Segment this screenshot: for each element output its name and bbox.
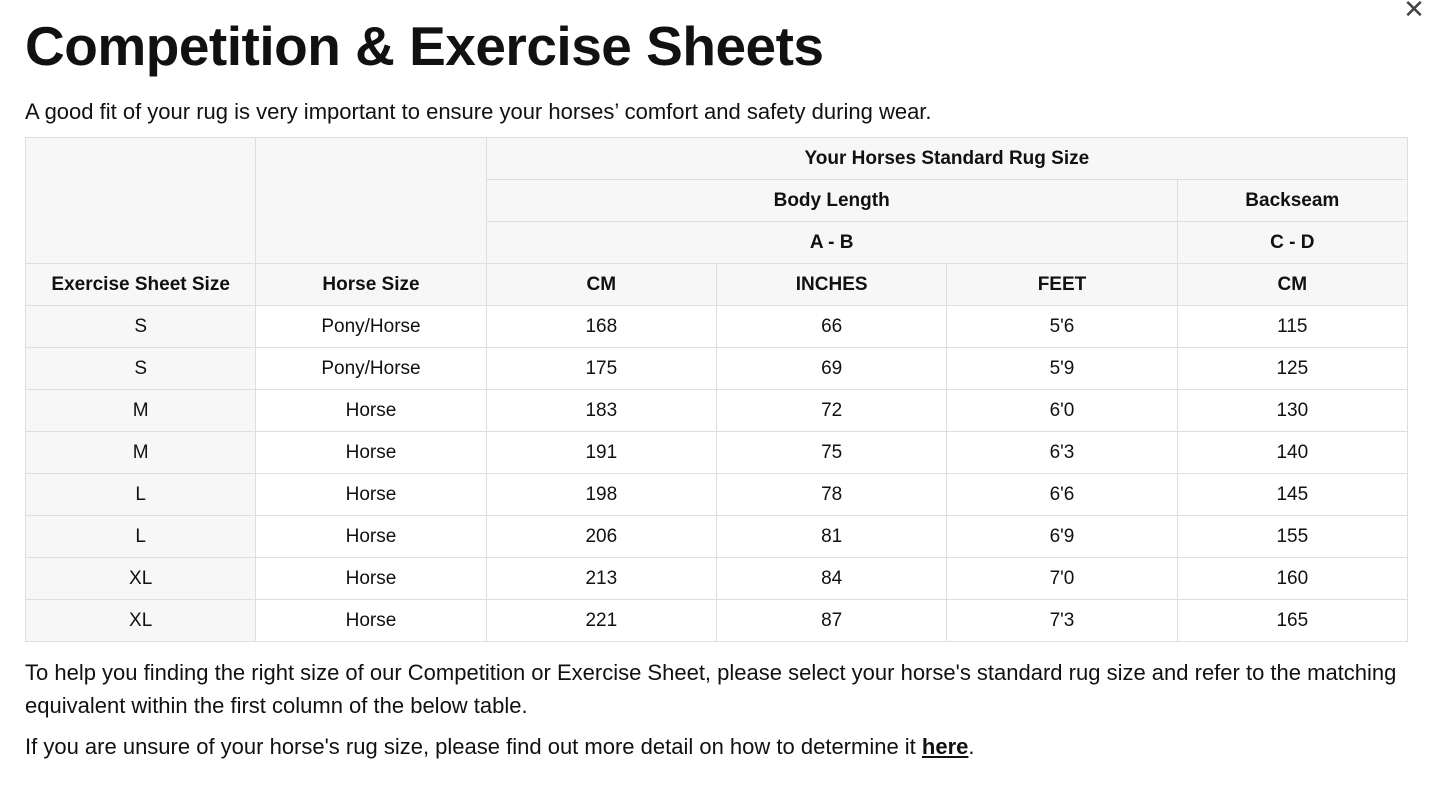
table-cell: 6'3 xyxy=(947,432,1177,474)
table-cell: Horse xyxy=(256,558,486,600)
table-cell: 155 xyxy=(1177,516,1407,558)
header-body-length-points: A - B xyxy=(486,222,1177,264)
table-cell: 221 xyxy=(486,600,716,642)
table-cell: 160 xyxy=(1177,558,1407,600)
column-header: CM xyxy=(486,264,716,306)
help-text: To help you finding the right size of our Competition or Exercise Sheet, please select your horse's standard rug size and refer to the matching equivalent within the first column of the below table. xyxy=(25,660,1397,718)
table-cell: 140 xyxy=(1177,432,1407,474)
table-cell: 7'0 xyxy=(947,558,1177,600)
header-backseam: Backseam xyxy=(1177,180,1407,222)
header-body-length: Body Length xyxy=(486,180,1177,222)
header-backseam-points: C - D xyxy=(1177,222,1407,264)
table-cell: 6'6 xyxy=(947,474,1177,516)
table-cell: 191 xyxy=(486,432,716,474)
table-cell: 198 xyxy=(486,474,716,516)
table-cell: 78 xyxy=(716,474,946,516)
table-cell: 130 xyxy=(1177,390,1407,432)
page-title: Competition & Exercise Sheets xyxy=(25,15,824,77)
unsure-text-suffix: . xyxy=(968,734,975,759)
table-cell: 165 xyxy=(1177,600,1407,642)
table-cell: 66 xyxy=(716,306,946,348)
table-cell: 87 xyxy=(716,600,946,642)
size-table xyxy=(25,137,1408,642)
table-cell: 5'6 xyxy=(947,306,1177,348)
table-cell: 125 xyxy=(1177,348,1407,390)
header-blank-1 xyxy=(26,138,256,264)
table-cell: 213 xyxy=(486,558,716,600)
table-cell: 7'3 xyxy=(947,600,1177,642)
table-row xyxy=(26,558,1408,600)
header-blank-2 xyxy=(256,138,486,264)
table-cell: S xyxy=(26,306,256,348)
table-row xyxy=(26,432,1408,474)
table-cell: 145 xyxy=(1177,474,1407,516)
table-cell: L xyxy=(26,474,256,516)
table-row xyxy=(26,474,1408,516)
table-cell: M xyxy=(26,390,256,432)
column-header: Horse Size xyxy=(256,264,486,306)
header-row-columns xyxy=(26,264,1408,306)
column-header: Exercise Sheet Size xyxy=(26,264,256,306)
table-cell: Pony/Horse xyxy=(256,306,486,348)
header-group: Your Horses Standard Rug Size xyxy=(486,138,1407,180)
column-header: CM xyxy=(1177,264,1407,306)
unsure-text xyxy=(25,730,1420,763)
table-row xyxy=(26,516,1408,558)
table-cell: S xyxy=(26,348,256,390)
column-header: FEET xyxy=(947,264,1177,306)
here-link[interactable]: here xyxy=(921,734,969,759)
table-cell: 6'0 xyxy=(947,390,1177,432)
table-cell: Horse xyxy=(256,432,486,474)
table-row xyxy=(26,390,1408,432)
close-icon[interactable]: ✕ xyxy=(1403,0,1425,24)
table-cell: L xyxy=(26,516,256,558)
table-cell: 72 xyxy=(716,390,946,432)
table-cell: Horse xyxy=(256,390,486,432)
table-row xyxy=(26,306,1408,348)
table-cell: XL xyxy=(26,600,256,642)
header-row-group xyxy=(26,138,1408,180)
table-cell: Horse xyxy=(256,516,486,558)
table-cell: 75 xyxy=(716,432,946,474)
table-cell: 206 xyxy=(486,516,716,558)
table-cell: 183 xyxy=(486,390,716,432)
table-row xyxy=(26,348,1408,390)
table-row xyxy=(26,600,1408,642)
table-cell: 6'9 xyxy=(947,516,1177,558)
table-cell: 84 xyxy=(716,558,946,600)
unsure-text-prefix: If you are unsure of your horse's rug size, please find out more detail on how to determine it xyxy=(25,734,922,759)
table-cell: 5'9 xyxy=(947,348,1177,390)
table-cell: 168 xyxy=(486,306,716,348)
table-cell: 115 xyxy=(1177,306,1407,348)
table-cell: XL xyxy=(26,558,256,600)
table-cell: M xyxy=(26,432,256,474)
table-cell: Pony/Horse xyxy=(256,348,486,390)
table-cell: Horse xyxy=(256,600,486,642)
intro-text: A good fit of your rug is very important to ensure your horses’ comfort and safety during wear. xyxy=(25,99,932,124)
table-cell: Horse xyxy=(256,474,486,516)
table-cell: 69 xyxy=(716,348,946,390)
column-header: INCHES xyxy=(716,264,946,306)
table-cell: 81 xyxy=(716,516,946,558)
table-cell: 175 xyxy=(486,348,716,390)
